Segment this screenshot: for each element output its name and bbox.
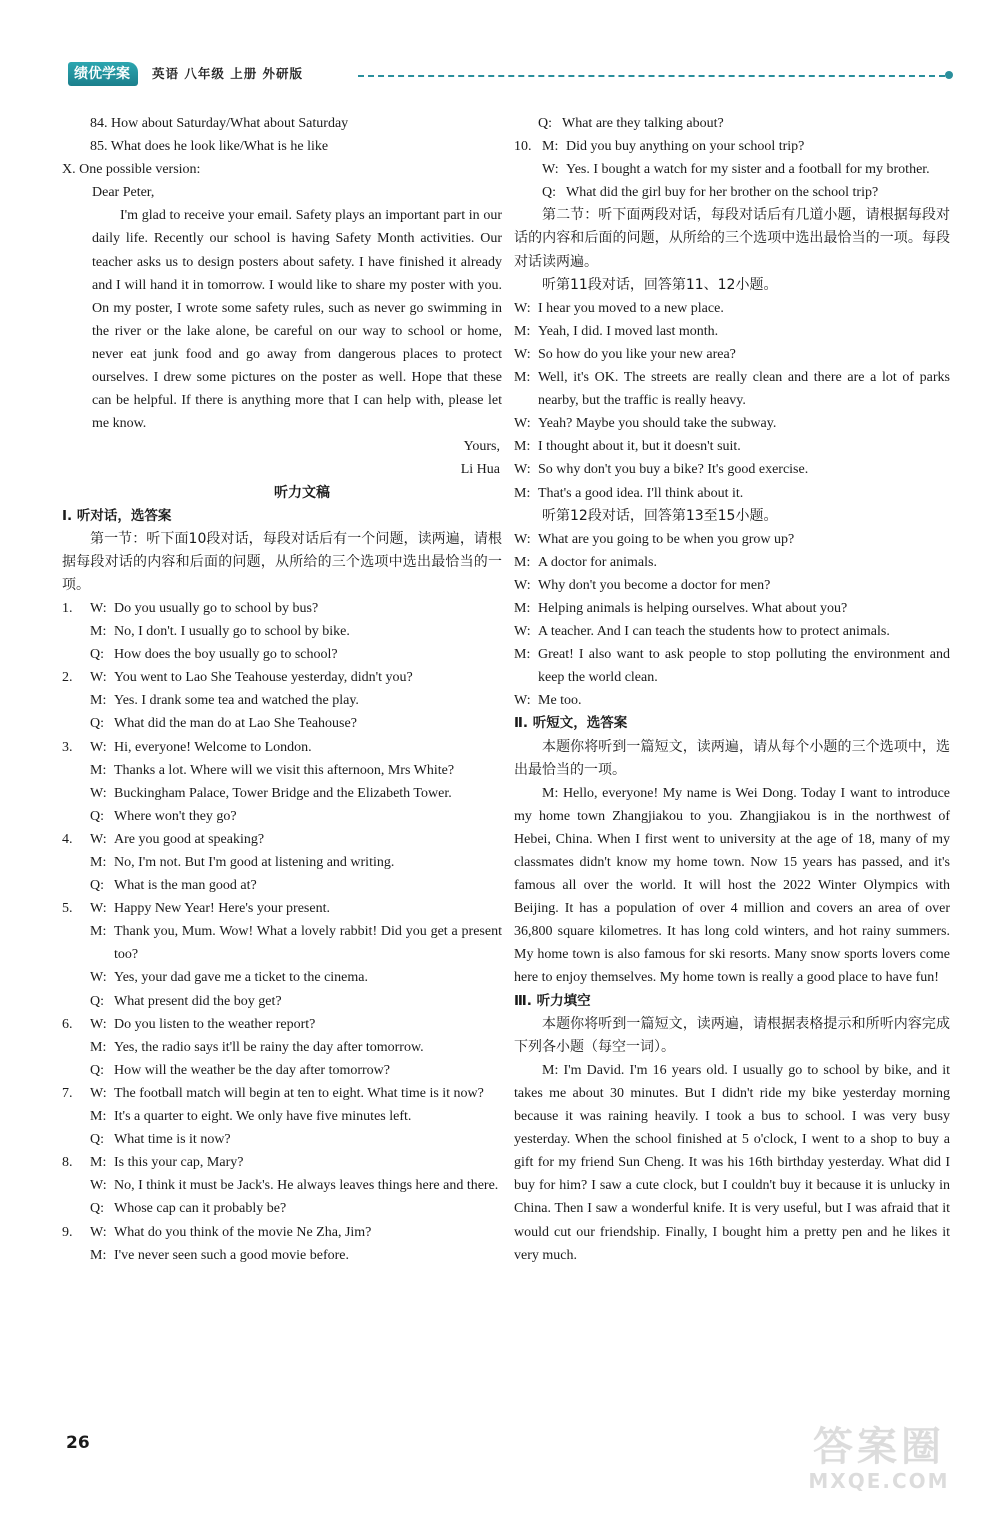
dialogue-line xyxy=(514,320,950,343)
letter-signature: Li Hua xyxy=(460,462,500,478)
speaker: W: xyxy=(542,162,559,178)
dialogue-number: 3. xyxy=(62,739,73,755)
header-dot-icon xyxy=(945,71,953,79)
speaker: W: xyxy=(514,624,531,640)
speaker-label xyxy=(62,1013,114,1036)
speaker-label xyxy=(514,343,538,366)
page-header xyxy=(68,62,963,88)
speaker: M: xyxy=(514,370,531,386)
dialogue-line xyxy=(514,412,950,435)
dialogue-number: 10. xyxy=(514,139,532,155)
dialogue-line xyxy=(514,643,950,689)
speaker-label xyxy=(514,320,538,343)
speaker-label xyxy=(62,828,114,851)
speaker-label xyxy=(62,1221,114,1244)
utterance: So how do you like your new area? xyxy=(538,346,736,362)
dialogue-number: 1. xyxy=(62,600,73,616)
utterance: Hi, everyone! Welcome to London. xyxy=(114,739,312,755)
dialogue-line xyxy=(62,805,502,828)
speaker: M: xyxy=(514,323,531,339)
dialogue-line xyxy=(62,1174,502,1197)
watermark-text: 答案圈 xyxy=(813,1424,945,1470)
speaker-label xyxy=(62,920,114,966)
dialogue-line xyxy=(62,966,502,989)
dialogue-line xyxy=(62,736,502,759)
dialogue-line xyxy=(514,620,950,643)
utterance: Did you buy anything on your school trip? xyxy=(566,139,805,155)
dialogue-number: 9. xyxy=(62,1224,73,1240)
utterance: No, I'm not. But I'm good at listening and writing. xyxy=(114,855,395,870)
dialogue-line xyxy=(62,1082,502,1105)
speaker-label xyxy=(62,1174,114,1197)
utterance: Where won't they go? xyxy=(114,808,237,824)
utterance: I hear you moved to a new place. xyxy=(538,300,724,316)
utterance: It's a quarter to eight. We only have five minutes left. xyxy=(114,1109,412,1125)
header-divider xyxy=(358,75,945,77)
speaker-label xyxy=(62,666,114,689)
speaker-label xyxy=(62,1036,114,1059)
utterance: The football match will begin at ten to eight. What time is it now? xyxy=(114,1085,484,1101)
brand-logo: 绩优学案 xyxy=(68,62,138,86)
speaker-label xyxy=(514,366,538,412)
utterance: Why don't you become a doctor for men? xyxy=(538,577,771,593)
dialogue-line xyxy=(62,620,502,643)
speaker: Q: xyxy=(90,1062,104,1078)
dialogue-line xyxy=(514,343,950,366)
dialogue-line xyxy=(514,574,950,597)
speaker-label xyxy=(62,966,114,989)
dialogue-number: 7. xyxy=(62,1085,73,1101)
dialogue-line xyxy=(62,1221,502,1244)
utterance: Great! I also want to ask people to stop polluting the environment and keep the world clean. xyxy=(538,647,950,686)
dialogue-list-continued xyxy=(514,112,950,204)
letter-body: I'm glad to receive your email. Safety plays an important part in our daily life. Recently our school is having Safety Month activities. Our teacher asks us to design posters about safety. I have finished it already and I will hand it in tomorrow. I would like to share my poster with you. On my poster, I wrote some safety rules, such as never go swimming in the river or the lake alone, be careful on our way to school or home, never eat junk food and go away from dangerous places to protect ourselves. I drew some pictures on the poster as well. Hope that these can be helpful. If there is anything more that I can help with, please let me know. xyxy=(92,208,502,432)
speaker: W: xyxy=(514,416,531,432)
dialogue-number: 4. xyxy=(62,831,73,847)
speaker: W: xyxy=(514,462,531,478)
speaker-label xyxy=(62,1244,114,1267)
speaker-label xyxy=(62,689,114,712)
utterance: Thank you, Mum. Wow! What a lovely rabbit! Did you get a present too? xyxy=(114,924,502,963)
utterance: Helping animals is helping ourselves. What about you? xyxy=(538,600,848,616)
speaker-label xyxy=(514,458,538,481)
speaker: M: xyxy=(90,624,107,640)
dialogue-line xyxy=(514,689,950,712)
utterance: What present did the boy get? xyxy=(114,993,282,1009)
speaker-label xyxy=(514,482,538,505)
speaker-label xyxy=(62,597,114,620)
speaker: M: xyxy=(542,139,559,155)
speaker-label xyxy=(514,181,566,204)
speaker-label xyxy=(62,1059,114,1082)
speaker: Q: xyxy=(90,716,104,732)
utterance: A doctor for animals. xyxy=(538,554,657,570)
dialogue-line xyxy=(514,551,950,574)
utterance: That's a good idea. I'll think about it. xyxy=(538,485,744,501)
dialogue-line xyxy=(62,643,502,666)
speaker: Q: xyxy=(90,993,104,1009)
speaker: Q: xyxy=(90,1201,104,1217)
utterance: How will the weather be the day after tomorrow? xyxy=(114,1062,391,1078)
utterance: What did the man do at Lao She Teahouse? xyxy=(114,716,357,732)
section-1-part-1-instructions: 第一节：听下面10段对话，每段对话后有一个问题，读两遍，请根据每段对话的内容和后面的问题，从所给的三个选项中选出最恰当的一项。 xyxy=(62,530,502,593)
right-column xyxy=(514,112,950,1267)
dialogue-line xyxy=(62,897,502,920)
speaker-label xyxy=(62,874,114,897)
dialogue-number: 8. xyxy=(62,1155,73,1171)
speaker: M: xyxy=(514,554,531,570)
answer-85: 85. What does he look like/What is he like xyxy=(90,139,329,155)
dialogue-12-instructions: 听第12段对话，回答第13至15小题。 xyxy=(542,507,778,524)
utterance: Buckingham Palace, Tower Bridge and the Elizabeth Tower. xyxy=(114,785,452,801)
speaker: M: xyxy=(90,1039,107,1055)
speaker: W: xyxy=(90,785,107,801)
utterance: No, I think it must be Jack's. He always leaves things here and there. xyxy=(114,1178,499,1194)
speaker-label xyxy=(62,1151,114,1174)
speaker: W: xyxy=(90,1016,107,1032)
speaker-label xyxy=(62,897,114,920)
dialogue-11 xyxy=(514,297,950,505)
section-1-heading: Ⅰ. 听对话，选答案 xyxy=(62,507,172,524)
utterance: What time is it now? xyxy=(114,1132,231,1148)
left-column xyxy=(62,112,502,1267)
dialogue-line xyxy=(62,759,502,782)
speaker-label xyxy=(514,135,566,158)
utterance: I've never seen such a good movie before. xyxy=(114,1247,349,1263)
dialogue-line xyxy=(62,1151,502,1174)
dialogue-line xyxy=(514,435,950,458)
speaker-label xyxy=(514,551,538,574)
section-2-heading: Ⅱ. 听短文，选答案 xyxy=(514,715,628,732)
dialogue-line xyxy=(62,1036,502,1059)
dialogue-line xyxy=(62,920,502,966)
speaker-label xyxy=(62,805,114,828)
dialogue-line xyxy=(62,990,502,1013)
letter-closing: Yours, xyxy=(463,439,500,455)
dialogue-line xyxy=(62,712,502,735)
utterance: What did the girl buy for her brother on the school trip? xyxy=(566,185,879,201)
dialogue-line xyxy=(514,366,950,412)
speaker: W: xyxy=(514,531,531,547)
utterance: Whose cap can it probably be? xyxy=(114,1201,287,1217)
speaker: Q: xyxy=(542,185,556,201)
section-3-instructions: 本题你将听到一篇短文，读两遍，请根据表格提示和所听内容完成下列各小题（每空一词）。 xyxy=(514,1015,950,1055)
speaker: W: xyxy=(514,577,531,593)
speaker-label xyxy=(514,689,538,712)
script-title: 听力文稿 xyxy=(274,484,330,501)
speaker-label xyxy=(62,620,114,643)
dialogue-number: 6. xyxy=(62,1016,73,1032)
utterance: What do you think of the movie Ne Zha, Jim? xyxy=(114,1224,372,1240)
utterance: Do you listen to the weather report? xyxy=(114,1016,316,1032)
dialogue-line xyxy=(62,666,502,689)
dialogue-line xyxy=(514,597,950,620)
utterance: So why don't you buy a bike? It's good exercise. xyxy=(538,462,809,478)
speaker: W: xyxy=(90,1085,107,1101)
speaker-label xyxy=(62,1105,114,1128)
speaker: M: xyxy=(514,647,531,663)
dialogue-11-instructions: 听第11段对话，回答第11、12小题。 xyxy=(542,276,778,293)
speaker-label xyxy=(538,112,562,135)
utterance: I thought about it, but it doesn't suit. xyxy=(538,439,741,455)
dialogue-12 xyxy=(514,528,950,713)
dialogue-line xyxy=(62,1197,502,1220)
speaker: W: xyxy=(514,346,531,362)
utterance: What are you going to be when you grow up? xyxy=(538,531,795,547)
page-number: 26 xyxy=(66,1433,90,1453)
dialogue-line xyxy=(514,158,950,181)
speaker: Q: xyxy=(90,808,104,824)
dialogue-line xyxy=(62,782,502,805)
speaker-label xyxy=(62,1197,114,1220)
section-2-instructions: 本题你将听到一篇短文，读两遍，请从每个小题的三个选项中，选出最恰当的一项。 xyxy=(514,738,950,778)
dialogue-line xyxy=(62,1013,502,1036)
dialogue-line xyxy=(62,828,502,851)
utterance: Yes. I bought a watch for my sister and a football for my brother. xyxy=(566,162,930,178)
subject-label: 英语 八年级 上册 外研版 xyxy=(152,66,304,81)
section-2-text: M: Hello, everyone! My name is Wei Dong. Today I want to introduce my home town Zhangjiakou to you. Zhangjiakou is in the northwest of Hebei, China. When I first went to university at the age of 18, many of my classmates didn't know my home town. Now 15 years has passed, and it's famous all over the world. It will host the 2022 Winter Olympics with Beijing. It has a population of over 4 million and covers an area of over 36,800 square kilometres. It has long cold winters, and hot rainy summers. My home town is also famous for ski resorts. Many snow sports lovers come here to enjoy themselves. My home town is really a good place to have fun! xyxy=(514,785,950,986)
speaker: W: xyxy=(90,739,107,755)
speaker-label xyxy=(62,1082,114,1105)
speaker-label xyxy=(62,736,114,759)
speaker: Q: xyxy=(538,116,552,131)
dialogue-line xyxy=(514,112,950,135)
utterance: Is this your cap, Mary? xyxy=(114,1155,244,1171)
utterance: Me too. xyxy=(538,693,582,709)
speaker: M: xyxy=(514,485,531,501)
speaker: W: xyxy=(90,1178,107,1194)
speaker: Q: xyxy=(90,878,104,894)
speaker-label xyxy=(514,412,538,435)
dialogue-line xyxy=(62,874,502,897)
utterance: Happy New Year! Here's your present. xyxy=(114,901,330,917)
speaker-label xyxy=(62,1128,114,1151)
dialogue-number: 2. xyxy=(62,670,73,686)
speaker-label xyxy=(514,297,538,320)
speaker-label xyxy=(62,643,114,666)
dialogue-line xyxy=(514,528,950,551)
speaker-label xyxy=(514,574,538,597)
speaker-label xyxy=(514,435,538,458)
utterance: How does the boy usually go to school? xyxy=(114,647,338,663)
section-3-text: M: I'm David. I'm 16 years old. I usually go to school by bike, and it takes me about 30 minutes. But I didn't ride my bike yesterday morning because it was raining heavily. I took a bus to school. I was very busy yesterday. When the school finished at 5 o'clock, I went to a shop to buy a gift for my friend Sun Cheng. It was his 16th birthday yesterday. What did I buy for him? I saw a cute clock, but I couldn't buy it because it is unlucky in China. Then I saw a wonderful knife. It is very useful, but I was afraid that it would cut our friendship. Finally, I bought him a pretty pen and he likes it very much. xyxy=(514,1062,950,1263)
speaker: W: xyxy=(514,300,531,316)
utterance: Yes, your dad gave me a ticket to the cinema. xyxy=(114,970,369,986)
speaker-label xyxy=(514,158,566,181)
speaker: W: xyxy=(90,901,107,917)
dialogue-line xyxy=(62,1105,502,1128)
speaker: M: xyxy=(90,1155,107,1171)
dialogue-line xyxy=(514,458,950,481)
speaker-label xyxy=(62,712,114,735)
dialogue-line xyxy=(62,1244,502,1267)
utterance: Well, it's OK. The streets are really clean and there are a lot of parks nearby, but the traffic is really heavy. xyxy=(538,370,950,409)
dialogue-line xyxy=(514,482,950,505)
answer-84: 84. How about Saturday/What about Saturday xyxy=(90,116,349,131)
speaker: M: xyxy=(90,924,107,940)
speaker-label xyxy=(514,528,538,551)
utterance: A teacher. And I can teach the students how to protect animals. xyxy=(538,624,890,640)
speaker-label xyxy=(62,990,114,1013)
utterance: Are you good at speaking? xyxy=(114,831,265,847)
speaker: M: xyxy=(90,762,107,778)
speaker: W: xyxy=(514,693,531,709)
speaker-label xyxy=(62,851,114,874)
utterance: What is the man good at? xyxy=(114,878,257,894)
speaker: M: xyxy=(90,693,107,709)
utterance: You went to Lao She Teahouse yesterday, didn't you? xyxy=(114,670,413,686)
dialogue-list xyxy=(62,597,502,1267)
speaker-label xyxy=(514,620,538,643)
speaker-label xyxy=(62,759,114,782)
utterance: Yes, the radio says it'll be rainy the day after tomorrow. xyxy=(114,1039,424,1055)
section-3-heading: Ⅲ. 听力填空 xyxy=(514,992,591,1009)
speaker: W: xyxy=(90,970,107,986)
dialogue-line xyxy=(514,181,950,204)
speaker-label xyxy=(514,643,538,689)
speaker: W: xyxy=(90,670,107,686)
speaker: M: xyxy=(90,1247,107,1263)
utterance: No, I don't. I usually go to school by bike. xyxy=(114,624,350,640)
dialogue-line xyxy=(62,597,502,620)
utterance: Yes. I drank some tea and watched the play. xyxy=(114,693,359,709)
dialogue-line xyxy=(62,689,502,712)
utterance: Thanks a lot. Where will we visit this afternoon, Mrs White? xyxy=(114,762,455,778)
speaker: W: xyxy=(90,600,107,616)
section-1-part-2-instructions: 第二节：听下面两段对话，每段对话后有几道小题，请根据每段对话的内容和后面的问题，从所给的三个选项中选出最恰当的一项。每段对话读两遍。 xyxy=(514,207,950,270)
speaker: M: xyxy=(514,439,531,455)
dialogue-line xyxy=(62,1128,502,1151)
dialogue-number: 5. xyxy=(62,901,73,917)
speaker: M: xyxy=(90,1109,107,1125)
section-x-label: X. One possible version: xyxy=(62,162,201,178)
utterance: Yeah? Maybe you should take the subway. xyxy=(538,416,777,432)
dialogue-line xyxy=(514,297,950,320)
dialogue-line xyxy=(62,1059,502,1082)
speaker: W: xyxy=(90,831,107,847)
speaker: M: xyxy=(514,600,531,616)
dialogue-line xyxy=(62,851,502,874)
speaker: Q: xyxy=(90,1132,104,1148)
speaker-label xyxy=(514,597,538,620)
utterance: What are they talking about? xyxy=(562,116,724,131)
utterance: Yeah, I did. I moved last month. xyxy=(538,323,719,339)
letter-greeting: Dear Peter, xyxy=(92,185,155,201)
utterance: Do you usually go to school by bus? xyxy=(114,600,319,616)
speaker: W: xyxy=(90,1224,107,1240)
speaker-label xyxy=(62,782,114,805)
watermark-url: MXQE.COM xyxy=(808,1469,950,1493)
speaker: M: xyxy=(90,855,107,870)
dialogue-line xyxy=(514,135,950,158)
watermark-logo xyxy=(784,1424,974,1504)
speaker: Q: xyxy=(90,647,104,663)
